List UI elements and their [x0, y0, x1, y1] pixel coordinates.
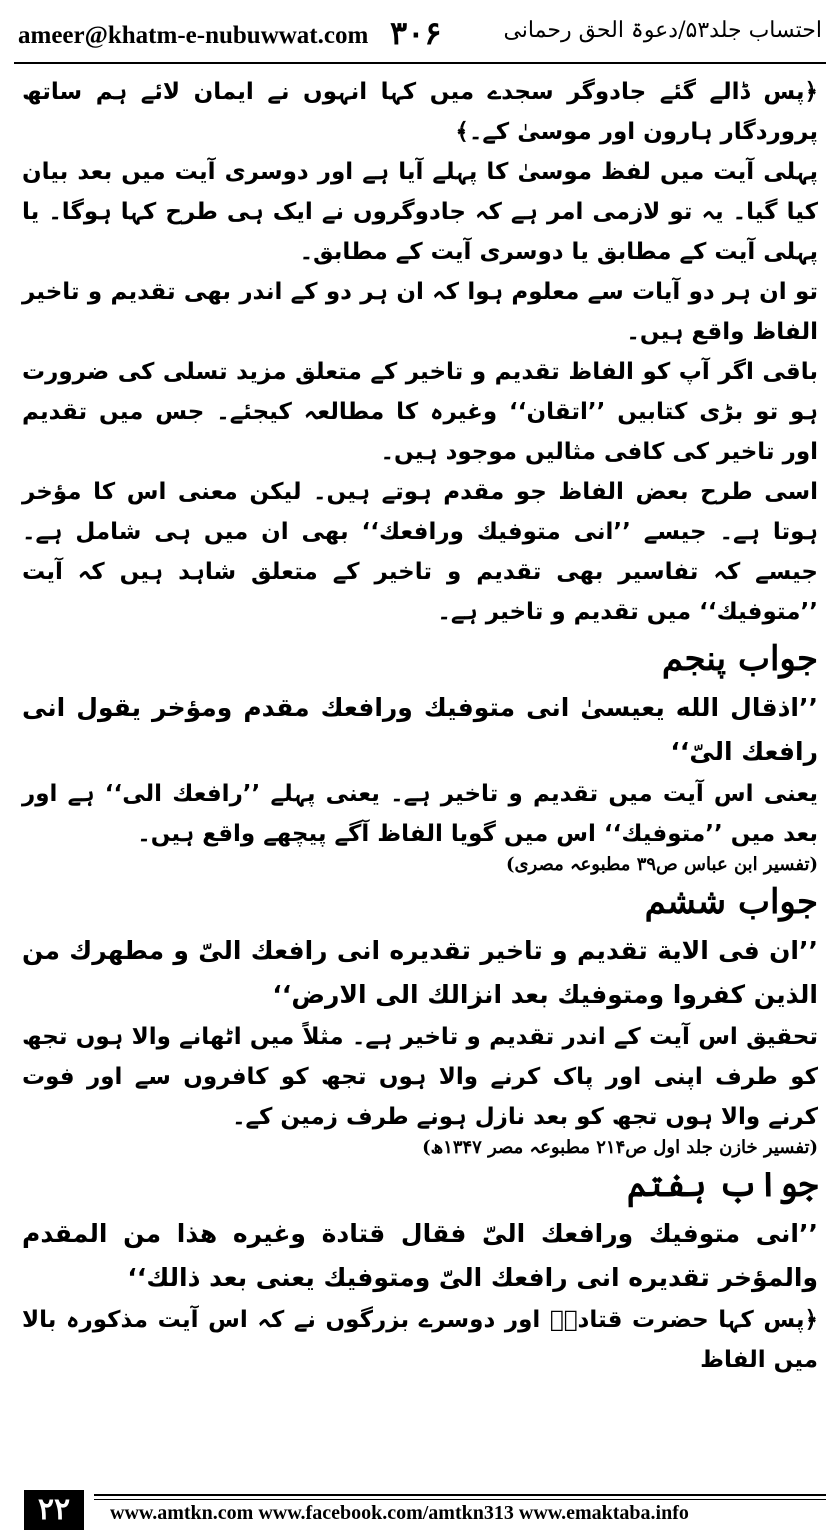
reference-khazin: (تفسیر خازن جلد اول ص۲۱۴ مطبوعہ مصر ۱۳۴۷ھ)	[422, 1137, 818, 1158]
paragraph-mutawaffika: اسی طرح بعض الفاظ جو مقدم ہوتے ہیں۔ لیکن معنی اس کا مؤخر ہوتا ہے۔ جیسے ’’انی متوفیك ورافعك‘‘ بھی ان میں ہی شامل ہے۔ جیسے کہ تفاسیر بھی تقدیم و تاخیر کے متعلق شاہد ہیں کہ آیت ’’متوفیك‘‘ میں تقدیم و تاخیر ہے۔	[22, 479, 818, 625]
paragraph-answer-7: ﴿پس کہا حضرت قتادہؒ اور دوسرے بزرگوں نے کہ اس آیت مذکورہ بالا میں الفاظ	[22, 1307, 818, 1373]
heading-answer-5: جواب پنجم	[661, 639, 818, 679]
footer-rule-thin	[94, 1499, 826, 1500]
footer-urls: www.amtkn.com www.facebook.com/amtkn313 www.emaktaba.info	[110, 1502, 689, 1524]
header-title: احتساب جلد۵۳/دعوۃ الحق رحمانی	[503, 18, 822, 43]
footer-rule	[94, 1494, 826, 1496]
page-footer	[14, 1490, 826, 1530]
reference-row-6	[22, 1137, 818, 1158]
reference-ibn-abbas: (تفسیر ابن عباس ص۳۹ مطبوعہ مصری)	[505, 854, 818, 875]
footer-page-number: ۲۲	[24, 1490, 84, 1530]
paragraph-conclusion: تو ان ہر دو آیات سے معلوم ہوا کہ ان ہر دو کے اندر بھی تقدیم و تاخیر الفاظ واقع ہیں۔	[22, 279, 818, 345]
reference-row-5	[22, 854, 818, 875]
page-header	[18, 14, 822, 58]
paragraph-answer-6: تحقیق اس آیت کے اندر تقدیم و تاخیر ہے۔ مثلاً میں اٹھانے والا ہوں تجھ کو طرف اپنی اور پاک کرنے والا ہوں تجھ کو کافروں سے اور فوت کرنے والا ہوں تجھ کو بعد نازل ہونے طرف زمین کے۔	[22, 1024, 818, 1130]
paragraph-musa-order: پہلی آیت میں لفظ موسیٰ کا پہلے آیا ہے اور دوسری آیت میں بعد بیان کیا گیا۔ یہ تو لازمی امر ہے کہ جادوگروں نے ایک ہی طرح کہا ہوگا۔ یا پہلی آیت کے مطابق یا دوسری آیت کے مطابق۔	[22, 159, 818, 265]
paragraph-verse-translation: ﴿پس ڈالے گئے جادوگر سجدے میں کہا انہوں نے ایمان لائے ہم ساتھ پروردگار ہارون اور موسیٰ کے۔﴾	[22, 79, 818, 145]
paragraph-answer-5: یعنی اس آیت میں تقدیم و تاخیر ہے۔ یعنی پہلے ’’رافعك الی‘‘ ہے اور بعد میں ’’متوفیك‘‘ اس میں گویا الفاظ آگے پیچھے واقع ہیں۔	[22, 781, 818, 847]
header-rule	[14, 62, 826, 64]
page-body	[22, 72, 818, 1380]
header-page-number: ۳۰۶	[390, 14, 442, 52]
quote-answer-6: ’’ان فی الایة تقدیم و تاخیر تقدیره انی رافعك الیّ و مطهرك من الذین کفروا ومتوفیك بعد انزالك الی الارض‘‘	[22, 936, 818, 1009]
paragraph-itqan: باقی اگر آپ کو الفاظ تقدیم و تاخیر کے متعلق مزید تسلی کی ضرورت ہو تو بڑی کتابیں ’’اتقان‘‘ وغیرہ کا مطالعہ کیجئے۔ جس میں تقدیم اور تاخیر کی کافی مثالیں موجود ہیں۔	[22, 359, 818, 465]
header-email: ameer@khatm-e-nubuwwat.com	[18, 22, 369, 49]
heading-answer-7: جواب ہفتم	[626, 1165, 818, 1205]
quote-answer-5: ’’اذقال الله یعیسیٰ انی متوفیك ورافعك مقدم ومؤخر یقول انی رافعك الیّ‘‘	[22, 693, 818, 766]
heading-answer-6: جواب ششم	[644, 882, 818, 922]
quote-answer-7: ’’انی متوفیك ورافعك الیّ فقال قتادة وغیره هذا من المقدم والمؤخر تقدیره انی رافعك الیّ ومتوفیك یعنی بعد ذالك‘‘	[22, 1219, 818, 1292]
